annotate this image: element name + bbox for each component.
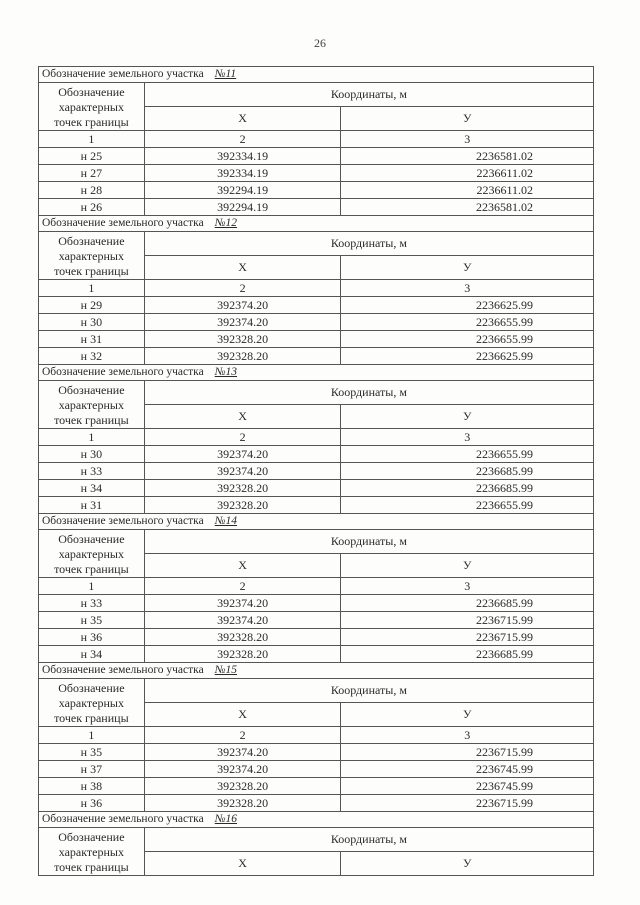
parcel-section — [39, 216, 593, 365]
column-index-3: 3 — [341, 727, 593, 744]
table-row — [39, 463, 593, 480]
section-title-text: Обозначение земельного участка — [42, 68, 204, 80]
coordinates-table — [39, 83, 593, 216]
coordinate-x: 392328.20 — [144, 778, 341, 795]
coordinates-header: Координаты, м — [144, 381, 593, 404]
point-label-line: точек границы — [54, 860, 129, 874]
column-index-2: 2 — [144, 578, 341, 595]
point-label-header — [39, 83, 144, 131]
coordinates-header: Координаты, м — [144, 83, 593, 106]
point-label-line: Обозначение — [58, 234, 125, 248]
coordinate-x: 392294.19 — [144, 199, 341, 216]
section-title — [39, 67, 593, 83]
point-label-line: точек границы — [54, 115, 129, 129]
column-y-header: У — [341, 255, 593, 279]
coordinate-x: 392374.20 — [144, 463, 341, 480]
column-x-header: Х — [144, 404, 341, 428]
section-title — [39, 365, 593, 381]
point-label-line: характерных — [58, 547, 124, 561]
point-name: н 38 — [39, 778, 144, 795]
coordinate-y: 2236685.99 — [341, 480, 593, 497]
table-row — [39, 480, 593, 497]
section-title — [39, 514, 593, 530]
point-name: н 35 — [39, 744, 144, 761]
section-title — [39, 663, 593, 679]
coordinate-y: 2236715.99 — [341, 629, 593, 646]
column-index-1: 1 — [39, 131, 144, 148]
column-y-header: У — [341, 404, 593, 428]
column-y-header: У — [341, 702, 593, 726]
point-name: н 33 — [39, 463, 144, 480]
table-row — [39, 348, 593, 365]
column-x-header: Х — [144, 851, 341, 875]
column-y-header: У — [341, 553, 593, 577]
coordinate-y: 2236611.02 — [341, 182, 593, 199]
section-title-text: Обозначение земельного участка — [42, 366, 204, 378]
coordinate-x: 392328.20 — [144, 646, 341, 663]
point-name: н 32 — [39, 348, 144, 365]
table-row — [39, 497, 593, 514]
parcel-section — [39, 67, 593, 216]
column-index-3: 3 — [341, 280, 593, 297]
point-label-line: характерных — [58, 398, 124, 412]
coordinate-x: 392328.20 — [144, 348, 341, 365]
parcel-number: №12 — [214, 217, 238, 229]
column-index-3: 3 — [341, 131, 593, 148]
parcel-number: №16 — [214, 813, 238, 825]
coordinate-x: 392328.20 — [144, 629, 341, 646]
table-row — [39, 595, 593, 612]
point-label-line: Обозначение — [58, 532, 125, 546]
coordinates-header: Координаты, м — [144, 232, 593, 255]
column-index-3: 3 — [341, 429, 593, 446]
point-name: н 37 — [39, 761, 144, 778]
table-row — [39, 182, 593, 199]
point-name: н 31 — [39, 497, 144, 514]
point-name: н 31 — [39, 331, 144, 348]
point-name: н 25 — [39, 148, 144, 165]
section-title-text: Обозначение земельного участка — [42, 515, 204, 527]
coordinates-table — [39, 381, 593, 514]
coordinates-header: Координаты, м — [144, 679, 593, 702]
coordinate-x: 392334.19 — [144, 165, 341, 182]
parcel-section — [39, 812, 593, 876]
coordinate-y: 2236655.99 — [341, 446, 593, 463]
point-label-header — [39, 679, 144, 727]
point-label-line: Обозначение — [58, 830, 125, 844]
point-name: н 36 — [39, 795, 144, 812]
column-y-header: У — [341, 106, 593, 130]
table-row — [39, 199, 593, 216]
point-name: н 34 — [39, 480, 144, 497]
page-number: 26 — [314, 36, 326, 50]
coordinate-x: 392374.20 — [144, 744, 341, 761]
table-row — [39, 761, 593, 778]
coordinate-y: 2236655.99 — [341, 314, 593, 331]
point-name: н 26 — [39, 199, 144, 216]
section-title — [39, 812, 593, 828]
point-label-line: точек границы — [54, 264, 129, 278]
coordinate-x: 392334.19 — [144, 148, 341, 165]
point-label-line: точек границы — [54, 562, 129, 576]
coordinates-table — [39, 232, 593, 365]
column-index-1: 1 — [39, 280, 144, 297]
coordinates-table — [39, 679, 593, 812]
coordinate-x: 392328.20 — [144, 480, 341, 497]
point-name: н 34 — [39, 646, 144, 663]
coordinate-y: 2236581.02 — [341, 148, 593, 165]
coordinate-x: 392374.20 — [144, 446, 341, 463]
point-label-line: характерных — [58, 845, 124, 859]
coordinate-x: 392328.20 — [144, 795, 341, 812]
coordinate-y: 2236745.99 — [341, 778, 593, 795]
table-row — [39, 446, 593, 463]
table-row — [39, 744, 593, 761]
coordinate-x: 392374.20 — [144, 595, 341, 612]
column-x-header: Х — [144, 255, 341, 279]
coordinate-x: 392374.20 — [144, 612, 341, 629]
table-row — [39, 646, 593, 663]
point-label-header — [39, 381, 144, 429]
coordinate-x: 392328.20 — [144, 331, 341, 348]
table-row — [39, 297, 593, 314]
table-row — [39, 629, 593, 646]
point-label-line: Обозначение — [58, 383, 125, 397]
point-label-header — [39, 232, 144, 280]
point-label-header — [39, 530, 144, 578]
parcel-section — [39, 663, 593, 812]
coordinate-y: 2236715.99 — [341, 795, 593, 812]
table-row — [39, 778, 593, 795]
column-y-header: У — [341, 851, 593, 875]
coordinate-x: 392328.20 — [144, 497, 341, 514]
table-row — [39, 148, 593, 165]
coordinate-y: 2236611.02 — [341, 165, 593, 182]
section-title — [39, 216, 593, 232]
parcel-number: №15 — [214, 664, 238, 676]
coordinate-x: 392374.20 — [144, 761, 341, 778]
column-index-1: 1 — [39, 727, 144, 744]
point-label-line: точек границы — [54, 413, 129, 427]
table-row — [39, 165, 593, 182]
point-label-header — [39, 828, 144, 876]
coordinates-header: Координаты, м — [144, 530, 593, 553]
point-name: н 28 — [39, 182, 144, 199]
column-x-header: Х — [144, 702, 341, 726]
point-label-line: характерных — [58, 249, 124, 263]
coordinates-header: Координаты, м — [144, 828, 593, 851]
coordinate-y: 2236655.99 — [341, 331, 593, 348]
coordinate-y: 2236625.99 — [341, 348, 593, 365]
section-title-text: Обозначение земельного участка — [42, 664, 204, 676]
coordinate-y: 2236685.99 — [341, 463, 593, 480]
point-label-line: Обозначение — [58, 85, 125, 99]
point-label-line: Обозначение — [58, 681, 125, 695]
coordinate-y: 2236745.99 — [341, 761, 593, 778]
column-index-2: 2 — [144, 429, 341, 446]
coordinate-y: 2236685.99 — [341, 595, 593, 612]
parcel-number: №14 — [214, 515, 238, 527]
point-name: н 29 — [39, 297, 144, 314]
coordinates-table — [39, 530, 593, 663]
coordinates-table — [39, 828, 593, 876]
coordinate-y: 2236625.99 — [341, 297, 593, 314]
parcel-number: №13 — [214, 366, 238, 378]
column-index-3: 3 — [341, 578, 593, 595]
coordinate-x: 392294.19 — [144, 182, 341, 199]
coordinate-y: 2236715.99 — [341, 612, 593, 629]
column-index-1: 1 — [39, 578, 144, 595]
point-name: н 30 — [39, 446, 144, 463]
table-row — [39, 612, 593, 629]
column-index-2: 2 — [144, 131, 341, 148]
point-name: н 30 — [39, 314, 144, 331]
point-name: н 33 — [39, 595, 144, 612]
column-index-2: 2 — [144, 727, 341, 744]
section-title-text: Обозначение земельного участка — [42, 217, 204, 229]
document-body — [38, 66, 594, 876]
table-row — [39, 314, 593, 331]
point-name: н 36 — [39, 629, 144, 646]
point-name: н 27 — [39, 165, 144, 182]
table-row — [39, 331, 593, 348]
point-label-line: характерных — [58, 100, 124, 114]
column-x-header: Х — [144, 553, 341, 577]
coordinate-y: 2236685.99 — [341, 646, 593, 663]
coordinate-x: 392374.20 — [144, 297, 341, 314]
column-index-2: 2 — [144, 280, 341, 297]
coordinate-y: 2236581.02 — [341, 199, 593, 216]
point-label-line: точек границы — [54, 711, 129, 725]
column-x-header: Х — [144, 106, 341, 130]
parcel-number: №11 — [214, 68, 237, 80]
point-label-line: характерных — [58, 696, 124, 710]
coordinate-x: 392374.20 — [144, 314, 341, 331]
column-index-1: 1 — [39, 429, 144, 446]
coordinate-y: 2236715.99 — [341, 744, 593, 761]
table-row — [39, 795, 593, 812]
coordinate-y: 2236655.99 — [341, 497, 593, 514]
point-name: н 35 — [39, 612, 144, 629]
parcel-section — [39, 514, 593, 663]
parcel-section — [39, 365, 593, 514]
section-title-text: Обозначение земельного участка — [42, 813, 204, 825]
